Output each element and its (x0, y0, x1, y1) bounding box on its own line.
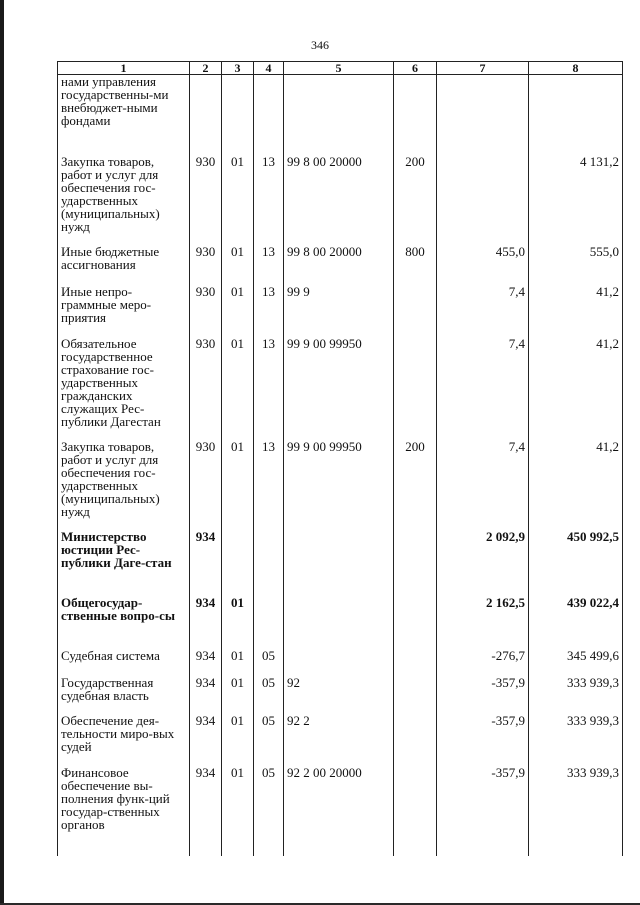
row-subsection-code (254, 596, 284, 649)
row-amount-col8: 41,2 (529, 337, 623, 440)
header-col-5: 5 (284, 62, 394, 75)
row-section-code: 01 (222, 285, 254, 337)
row-amount-col8: 345 499,6 (529, 649, 623, 676)
row-section-code: 01 (222, 676, 254, 714)
row-name: Обеспечение дея-тельности миро-вых судей (58, 714, 190, 766)
header-col-3: 3 (222, 62, 254, 75)
table-row (58, 714, 623, 766)
row-amount-col7 (437, 155, 529, 245)
row-amount-col7: -357,9 (437, 676, 529, 714)
row-target-code: 99 9 00 99950 (284, 337, 394, 440)
row-section-code (222, 75, 254, 155)
row-target-code: 99 8 00 20000 (284, 245, 394, 285)
row-ministry-code: 934 (190, 530, 222, 596)
row-target-code (284, 75, 394, 155)
row-ministry-code: 934 (190, 596, 222, 649)
table-row (58, 649, 623, 676)
row-amount-col7: -357,9 (437, 766, 529, 856)
row-amount-col8: 4 131,2 (529, 155, 623, 245)
table-row (58, 440, 623, 530)
table-row (58, 530, 623, 596)
row-amount-col7: 7,4 (437, 285, 529, 337)
row-expense-type (394, 649, 437, 676)
row-amount-col8: 555,0 (529, 245, 623, 285)
row-name: Финансовое обеспечение вы-полнения функ-ций государ-ственных органов (58, 766, 190, 856)
table-row (58, 285, 623, 337)
row-expense-type (394, 766, 437, 856)
row-expense-type (394, 676, 437, 714)
row-expense-type: 800 (394, 245, 437, 285)
row-target-code: 92 2 (284, 714, 394, 766)
row-ministry-code: 930 (190, 337, 222, 440)
row-name: Государственная судебная власть (58, 676, 190, 714)
row-ministry-code (190, 75, 222, 155)
row-ministry-code: 930 (190, 285, 222, 337)
row-amount-col7 (437, 75, 529, 155)
row-ministry-code: 930 (190, 440, 222, 530)
row-amount-col7: 455,0 (437, 245, 529, 285)
row-amount-col7: -276,7 (437, 649, 529, 676)
row-expense-type (394, 596, 437, 649)
header-col-1: 1 (58, 62, 190, 75)
row-subsection-code: 13 (254, 155, 284, 245)
table-header-row (58, 62, 623, 75)
row-subsection-code: 13 (254, 285, 284, 337)
header-col-2: 2 (190, 62, 222, 75)
row-section-code: 01 (222, 155, 254, 245)
row-target-code: 92 (284, 676, 394, 714)
row-ministry-code: 930 (190, 155, 222, 245)
table-row (58, 75, 623, 155)
row-name: нами управления государственны-ми внебюджет-ными фондами (58, 75, 190, 155)
row-expense-type (394, 285, 437, 337)
row-name: Министерство юстиции Рес-публики Даге-стан (58, 530, 190, 596)
row-subsection-code: 05 (254, 676, 284, 714)
row-subsection-code (254, 530, 284, 596)
budget-table (57, 61, 623, 856)
row-amount-col8: 450 992,5 (529, 530, 623, 596)
row-target-code: 99 9 (284, 285, 394, 337)
row-ministry-code: 934 (190, 714, 222, 766)
header-col-7: 7 (437, 62, 529, 75)
row-name: Обязательное государственное страхование гос-ударственных гражданских служащих Рес-публики Дагестан (58, 337, 190, 440)
row-expense-type (394, 714, 437, 766)
row-amount-col8: 333 939,3 (529, 676, 623, 714)
row-subsection-code: 13 (254, 337, 284, 440)
row-amount-col8 (529, 75, 623, 155)
row-amount-col8: 41,2 (529, 440, 623, 530)
page-number: 346 (311, 38, 329, 52)
header-col-8: 8 (529, 62, 623, 75)
row-ministry-code: 934 (190, 676, 222, 714)
row-subsection-code: 13 (254, 440, 284, 530)
table-row (58, 596, 623, 649)
header-col-6: 6 (394, 62, 437, 75)
row-target-code: 99 9 00 99950 (284, 440, 394, 530)
table-row (58, 245, 623, 285)
row-subsection-code (254, 75, 284, 155)
row-amount-col8: 333 939,3 (529, 714, 623, 766)
row-target-code (284, 596, 394, 649)
row-section-code: 01 (222, 337, 254, 440)
row-target-code: 99 8 00 20000 (284, 155, 394, 245)
row-expense-type (394, 75, 437, 155)
row-section-code: 01 (222, 766, 254, 856)
row-amount-col7: -357,9 (437, 714, 529, 766)
row-ministry-code: 934 (190, 766, 222, 856)
row-section-code: 01 (222, 245, 254, 285)
row-target-code: 92 2 00 20000 (284, 766, 394, 856)
row-section-code: 01 (222, 649, 254, 676)
row-name: Судебная система (58, 649, 190, 676)
table-row (58, 155, 623, 245)
row-amount-col7: 7,4 (437, 440, 529, 530)
row-amount-col8: 41,2 (529, 285, 623, 337)
row-subsection-code: 05 (254, 766, 284, 856)
row-expense-type (394, 337, 437, 440)
row-ministry-code: 930 (190, 245, 222, 285)
row-name: Общегосудар-ственные вопро-сы (58, 596, 190, 649)
row-amount-col8: 333 939,3 (529, 766, 623, 856)
row-subsection-code: 05 (254, 649, 284, 676)
row-target-code (284, 530, 394, 596)
table-row (58, 766, 623, 856)
table-row (58, 676, 623, 714)
row-expense-type: 200 (394, 440, 437, 530)
row-name: Закупка товаров, работ и услуг для обеспечения гос-ударственных (муниципальных) нужд (58, 440, 190, 530)
row-amount-col8: 439 022,4 (529, 596, 623, 649)
row-subsection-code: 05 (254, 714, 284, 766)
scan-edge-left (0, 0, 4, 905)
table-row (58, 337, 623, 440)
row-section-code: 01 (222, 596, 254, 649)
row-amount-col7: 2 162,5 (437, 596, 529, 649)
row-expense-type: 200 (394, 155, 437, 245)
row-name: Закупка товаров, работ и услуг для обеспечения гос-ударственных (муниципальных) нужд (58, 155, 190, 245)
row-section-code: 01 (222, 440, 254, 530)
header-col-4: 4 (254, 62, 284, 75)
row-target-code (284, 649, 394, 676)
row-name: Иные бюджетные ассигнования (58, 245, 190, 285)
row-subsection-code: 13 (254, 245, 284, 285)
row-ministry-code: 934 (190, 649, 222, 676)
row-expense-type (394, 530, 437, 596)
row-name: Иные непро-граммные меро-приятия (58, 285, 190, 337)
row-section-code: 01 (222, 714, 254, 766)
row-amount-col7: 2 092,9 (437, 530, 529, 596)
row-amount-col7: 7,4 (437, 337, 529, 440)
row-section-code (222, 530, 254, 596)
